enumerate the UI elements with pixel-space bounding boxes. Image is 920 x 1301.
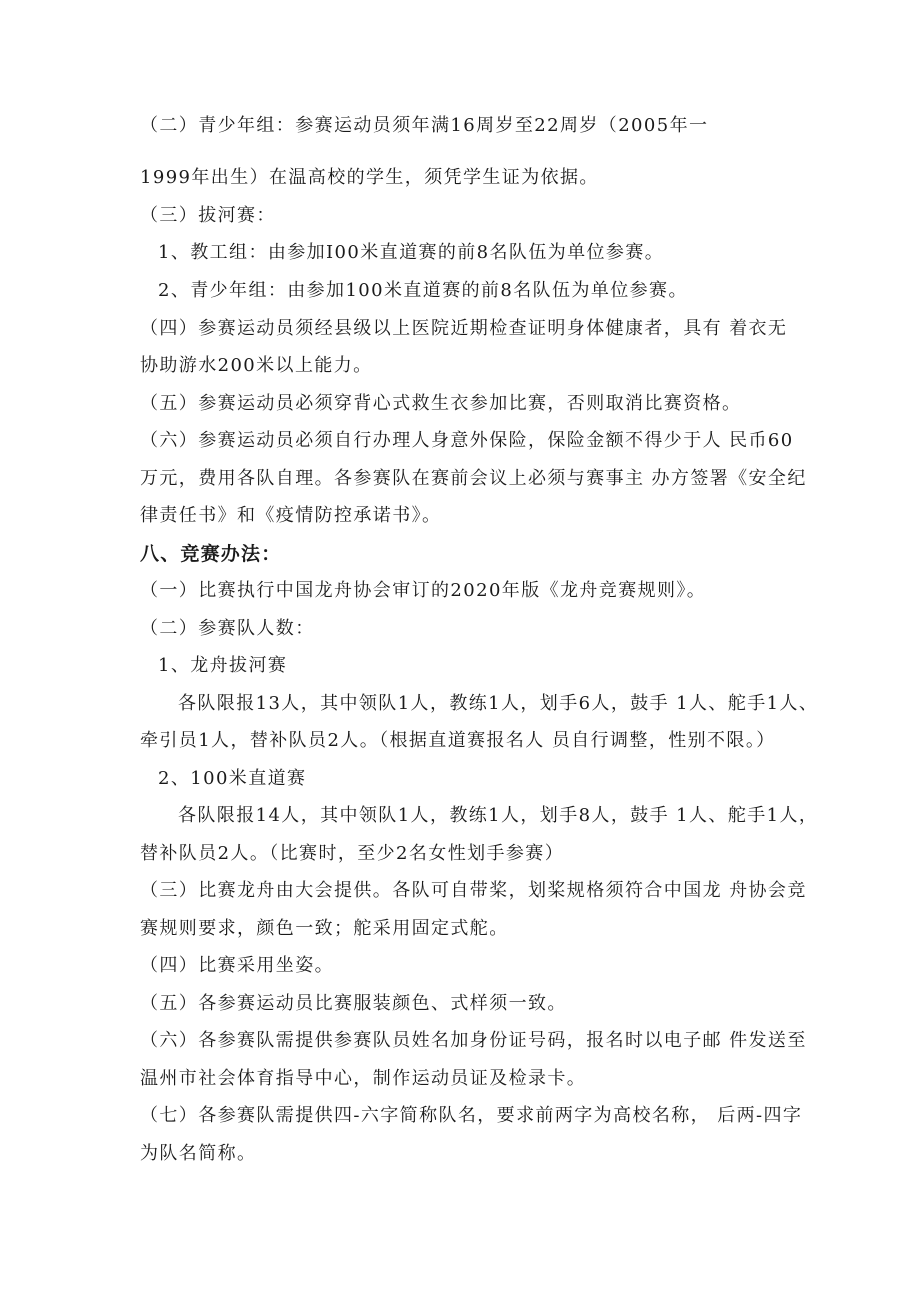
- paragraph-line: （六）各参赛队需提供参赛队员姓名加身份证号码，报名时以电子邮 件发送至: [140, 1030, 807, 1051]
- paragraph-line: 各队限报13人，其中领队1人，教练1人，划手6人，鼓手 1人、舵手1人、: [178, 693, 819, 714]
- paragraph-line: 1999年出生）在温高校的学生，须凭学生证为依据。: [140, 167, 599, 188]
- paragraph-line: （五）参赛运动员必须穿背心式救生衣参加比赛，否则取消比赛资格。: [140, 393, 742, 414]
- section-heading: 八、竞赛办法：: [140, 543, 282, 565]
- paragraph-line: （七）各参赛队需提供四-六字简称队名，要求前两字为高校名称， 后两-四字: [140, 1105, 803, 1126]
- paragraph-line: 替补队员2人。（比赛时，至少2名女性划手参赛）: [140, 843, 565, 864]
- paragraph-line: （三）比赛龙舟由大会提供。各队可自带桨，划桨规格须符合中国龙 舟协会竞: [140, 880, 807, 901]
- paragraph-line: 2、100米直道赛: [158, 768, 307, 789]
- paragraph-line: 2、青少年组：由参加100米直道赛的前8名队伍为单位参赛。: [158, 280, 688, 301]
- paragraph-line: 协助游水200米以上能力。: [140, 355, 373, 376]
- paragraph-line: 赛规则要求，颜色一致；舵采用固定式舵。: [140, 918, 509, 939]
- paragraph-line: （三）拔河赛：: [140, 205, 276, 226]
- paragraph-line: （五）各参赛运动员比赛服装颜色、式样须一致。: [140, 993, 567, 1014]
- paragraph-line: 1、龙舟拔河赛: [158, 655, 288, 676]
- paragraph-line: （四）参赛运动员须经县级以上医院近期检查证明身体健康者，具有 着衣无: [140, 318, 788, 339]
- paragraph-line: 牵引员1人，替补队员2人。（根据直道赛报名人 员自行调整，性别不限。）: [140, 730, 776, 751]
- paragraph-line: 各队限报14人，其中领队1人，教练1人，划手8人，鼓手 1人、舵手1人，: [178, 805, 819, 826]
- paragraph-line: （四）比赛采用坐姿。: [140, 955, 334, 976]
- paragraph-line: （二）参赛队人数：: [140, 618, 315, 639]
- paragraph-line: （二）青少年组：参赛运动员须年满16周岁至22周岁（2005年一: [140, 115, 709, 136]
- paragraph-line: 1、教工组：由参加I00米直道赛的前8名队伍为单位参赛。: [158, 242, 665, 263]
- paragraph-line: （六）参赛运动员必须自行办理人身意外保险，保险金额不得少于人 民币60: [140, 430, 794, 451]
- paragraph-line: 温州市社会体育指导中心，制作运动员证及检录卡。: [140, 1068, 587, 1089]
- paragraph-line: 为队名简称。: [140, 1143, 257, 1164]
- paragraph-line: 万元，费用各队自理。各参赛队在赛前会议上必须与赛事主 办方签署《安全纪: [140, 468, 807, 489]
- paragraph-line: 律责任书》和《疫情防控承诺书》。: [140, 505, 442, 526]
- paragraph-line: （一）比赛执行中国龙舟协会审订的2020年版《龙舟竞赛规则》。: [140, 580, 707, 601]
